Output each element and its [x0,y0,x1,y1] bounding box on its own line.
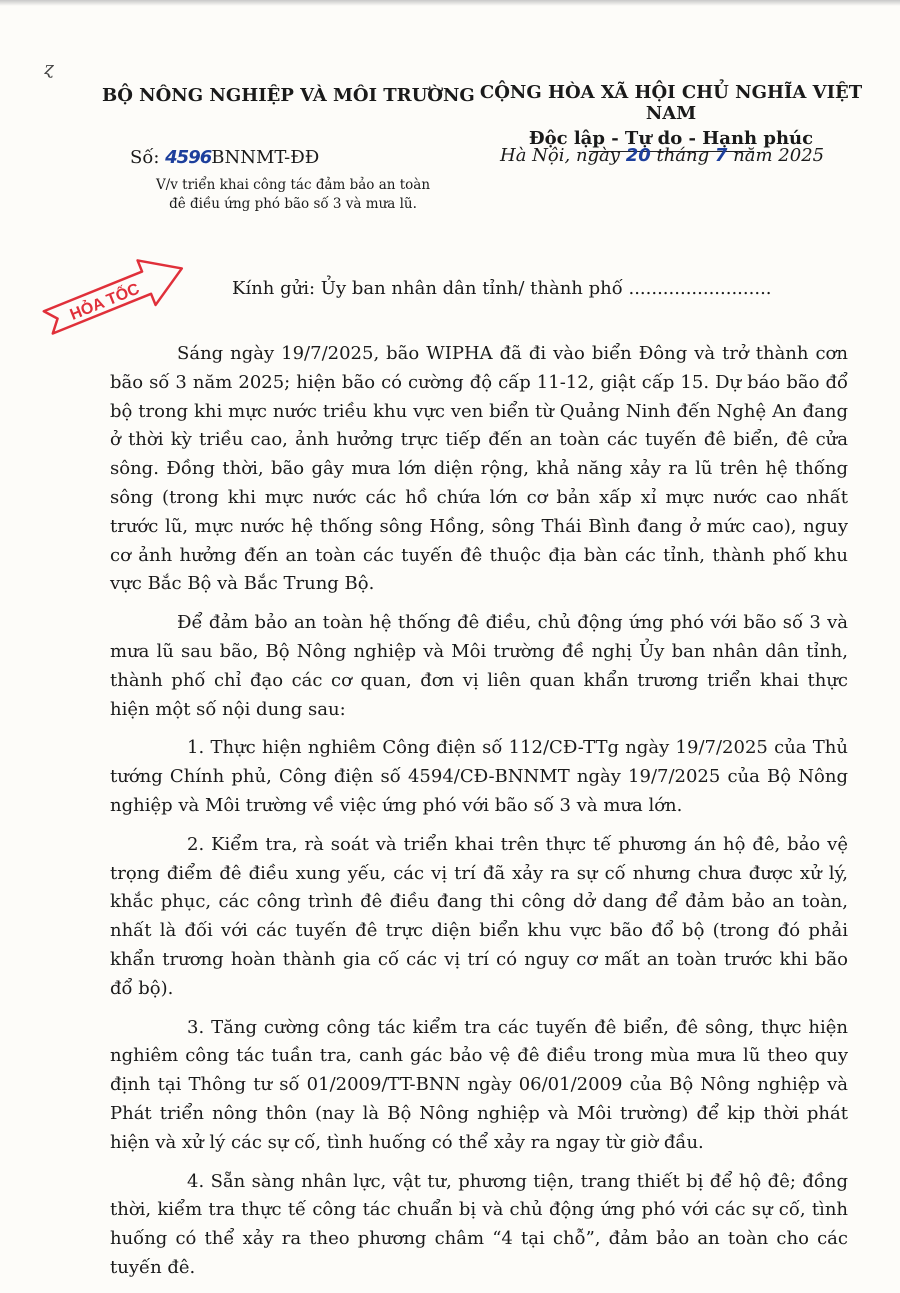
document-number-handwritten: 4596 [165,147,212,168]
paragraph-context: Sáng ngày 19/7/2025, bão WIPHA đã đi vào biển Đông và trở thành cơn bão số 3 năm 2025; hiện bão có cường độ cấp 11-12, giật cấp 15. Dự báo bão đổ bộ trong khi mực nước triều khu vực ven biển từ Quảng Ninh đến Nghệ An đang ở thời kỳ triều cao, ảnh hưởng trực tiếp đến an toàn các tuyến đê biển, đê cửa sông. Đồng thời, bão gây mưa lớn diện rộng, khả năng xảy ra lũ trên hệ thống sông (trong khi mực nước các hồ chứa lớn cơ bản xấp xỉ mực nước cao nhất trước lũ, mực nước hệ thống sông Hồng, sông Thái Bình đang ở mức cao), nguy cơ ảnh hưởng đến an toàn các tuyến đê thuộc địa bàn các tỉnh, thành phố khu vực Bắc Bộ và Bắc Trung Bộ. [110,343,848,595]
paragraph-item-1: 1. Thực hiện nghiêm Công điện số 112/CĐ-TTg ngày 19/7/2025 của Thủ tướng Chính phủ, Công điện số 4594/CĐ-BNNMT ngày 19/7/2025 của Bộ Nông nghiệp và Môi trường về việc ứng phó với bão số 3 và mưa lớn. [110,737,848,816]
urgent-stamp [28,248,198,338]
stamp-text: HỎA TỐC [67,280,142,324]
document-body [110,340,848,1293]
date-month-handwritten: 7 [714,145,728,166]
issuing-agency: BỘ NÔNG NGHIỆP VÀ MÔI TRƯỜNG [102,85,475,106]
scan-edge [0,0,900,6]
document-subject [128,176,458,214]
national-motto: Độc lập - Tự do - Hạnh phúc [528,128,814,149]
country-name: CỘNG HÒA XÃ HỘI CHỦ NGHĨA VIỆT NAM [479,82,863,124]
paragraph-request: Để đảm bảo an toàn hệ thống đê điều, chủ động ứng phó với bão số 3 và mưa lũ sau bão, Bộ Nông nghiệp và Môi trường đề nghị Ủy ban nhân dân tỉnh, thành phố chỉ đạo các cơ quan, đơn vị liên quan khẩn trương triển khai thực hiện một số nội dung sau: [110,612,848,720]
date-day-handwritten: 20 [625,145,651,166]
corner-pen-mark: ɀ [44,58,54,79]
paragraph-item-4: 4. Sẵn sàng nhân lực, vật tư, phương tiện, trang thiết bị để hộ đê; đồng thời, kiểm tra thực tế công tác chuẩn bị và chủ động ứng phó với các sự cố, tình huống có thể xảy ra theo phương châm “4 tại chỗ”, đảm bảo an toàn cho các tuyến đê. [110,1170,848,1278]
subject-line-2: đê điều ứng phó bão số 3 và mưa lũ. [169,196,417,212]
subject-line-1: V/v triển khai công tác đảm bảo an toàn [155,177,431,193]
recipient-line: Kính gửi: Ủy ban nhân dân tỉnh/ thành phố ......................... [232,278,772,299]
date-year: năm 2025 [733,145,825,166]
date-month-label: tháng [656,145,710,166]
paragraph-item-3: 3. Tăng cường công tác kiểm tra các tuyến đê biển, đê sông, thực hiện nghiêm công tác tuần tra, canh gác bảo vệ đê điều trong mùa mưa lũ theo quy định tại Thông tư số 01/2009/TT-BNN ngày 06/01/2009 của Bộ Nông nghiệp và Phát triển nông thôn (nay là Bộ Nông nghiệp và Môi trường) để kịp thời phát hiện và xử lý các sự cố, tình huống có thể xảy ra ngay từ giờ đầu. [110,1016,848,1153]
document-number-prefix: Số: [130,147,160,168]
national-header [466,82,876,152]
date-prefix: Hà Nội, ngày [500,145,620,166]
paragraph-item-2: 2. Kiểm tra, rà soát và triển khai trên thực tế phương án hộ đê, bảo vệ trọng điểm đê điều xung yếu, các vị trí đã xảy ra sự cố nhưng chưa được xử lý, khắc phục, các công trình đê điều đang thi công dở dang để đảm bảo an toàn, nhất là đối với các tuyến đê trực diện biển khu vực bão đổ bộ (trong đó phải khẩn trương hoàn thành gia cố các vị trí có nguy cơ mất an toàn trước khi bão đổ bộ). [110,833,848,999]
document-number-suffix: BNNMT-ĐĐ [211,147,320,168]
issue-date [500,145,860,166]
document-number [130,147,460,168]
